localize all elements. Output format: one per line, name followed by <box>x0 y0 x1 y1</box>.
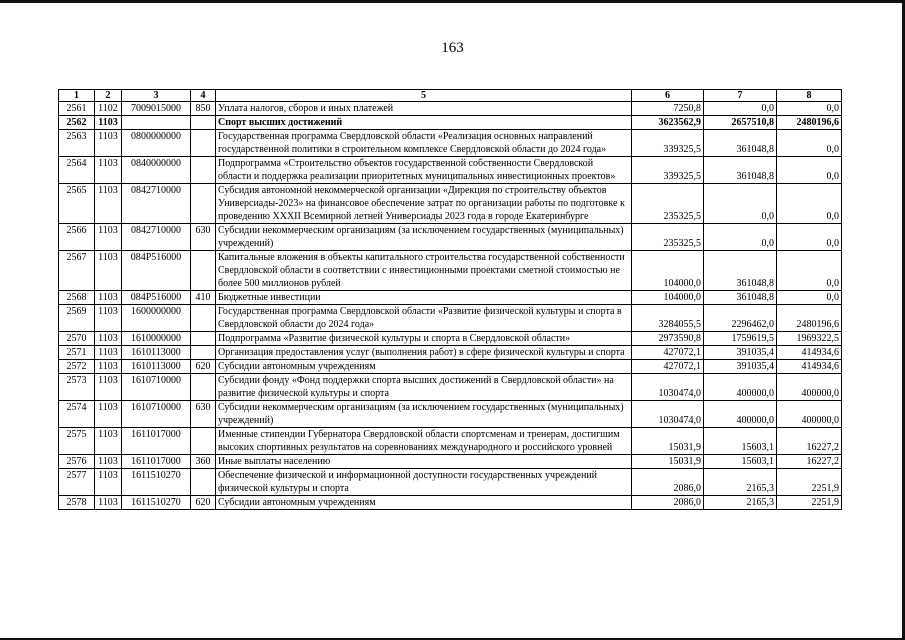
amount-col7: 2165,3 <box>704 469 777 496</box>
row-number: 2572 <box>59 360 95 374</box>
section-code: 1103 <box>95 291 122 305</box>
target-code: 1610710000 <box>122 401 191 428</box>
row-name: Субсидия автономной некоммерческой организации «Дирекция по строительству объектов Универсиады-2023» на финансовое обеспечение затрат по организации работы по подготовке к проведению XXXII Всемирной летней Универсиады 2023 года в городе Екатеринбурге <box>216 184 632 224</box>
amount-col7: 0,0 <box>704 224 777 251</box>
section-code: 1103 <box>95 469 122 496</box>
row-name: Субсидии автономным учреждениям <box>216 360 632 374</box>
target-code: 1610000000 <box>122 332 191 346</box>
amount-col7: 2296462,0 <box>704 305 777 332</box>
expense-type: 410 <box>191 291 216 305</box>
row-name: Капитальные вложения в объекты капитального строительства государственной собственности Свердловской области в соответствии с инвестиционными проектами сметной стоимостью не более 500 миллионов рублей <box>216 251 632 291</box>
target-code <box>122 116 191 130</box>
target-code: 1600000000 <box>122 305 191 332</box>
amount-col8: 16227,2 <box>777 455 842 469</box>
row-number: 2561 <box>59 102 95 116</box>
row-number: 2566 <box>59 224 95 251</box>
amount-col8: 0,0 <box>777 251 842 291</box>
col-header: 6 <box>632 90 704 102</box>
row-name: Субсидии некоммерческим организациям (за исключением государственных (муниципальных) учреждений) <box>216 224 632 251</box>
amount-col6: 2973590,8 <box>632 332 704 346</box>
amount-col8: 400000,0 <box>777 374 842 401</box>
amount-col8: 2251,9 <box>777 469 842 496</box>
row-number: 2570 <box>59 332 95 346</box>
amount-col6: 1030474,0 <box>632 374 704 401</box>
target-code: 0800000000 <box>122 130 191 157</box>
col-header: 1 <box>59 90 95 102</box>
row-name: Подпрограмма «Строительство объектов государственной собственности Свердловской области и поддержка реализации приоритетных муниципальных инвестиционных проектов» <box>216 157 632 184</box>
row-number: 2574 <box>59 401 95 428</box>
row-name: Уплата налогов, сборов и иных платежей <box>216 102 632 116</box>
amount-col6: 339325,5 <box>632 130 704 157</box>
expense-type <box>191 184 216 224</box>
row-number: 2569 <box>59 305 95 332</box>
amount-col8: 0,0 <box>777 224 842 251</box>
target-code: 1611017000 <box>122 428 191 455</box>
row-number: 2565 <box>59 184 95 224</box>
target-code: 0842710000 <box>122 184 191 224</box>
expense-type <box>191 305 216 332</box>
table-row <box>59 251 842 291</box>
row-number: 2576 <box>59 455 95 469</box>
expense-type <box>191 130 216 157</box>
col-header: 5 <box>216 90 632 102</box>
row-number: 2563 <box>59 130 95 157</box>
target-code: 084P516000 <box>122 291 191 305</box>
section-code: 1103 <box>95 305 122 332</box>
expense-type: 850 <box>191 102 216 116</box>
scan-edge-top <box>0 0 905 3</box>
amount-col7: 400000,0 <box>704 374 777 401</box>
row-number: 2578 <box>59 496 95 510</box>
amount-col6: 339325,5 <box>632 157 704 184</box>
col-header: 4 <box>191 90 216 102</box>
row-number: 2573 <box>59 374 95 401</box>
amount-col6: 104000,0 <box>632 291 704 305</box>
row-name: Субсидии фонду «Фонд поддержки спорта высших достижений в Свердловской области» на развитие физической культуры и спорта <box>216 374 632 401</box>
amount-col7: 0,0 <box>704 102 777 116</box>
table-row <box>59 428 842 455</box>
amount-col7: 0,0 <box>704 184 777 224</box>
amount-col6: 15031,9 <box>632 455 704 469</box>
target-code: 1610113000 <box>122 346 191 360</box>
section-code: 1103 <box>95 157 122 184</box>
row-name: Организация предоставления услуг (выполнения работ) в сфере физической культуры и спорта <box>216 346 632 360</box>
row-name: Обеспечение физической и информационной доступности государственных учреждений физической культуры и спорта <box>216 469 632 496</box>
amount-col8: 0,0 <box>777 184 842 224</box>
amount-col8: 16227,2 <box>777 428 842 455</box>
table-row <box>59 469 842 496</box>
section-code: 1103 <box>95 224 122 251</box>
table-row <box>59 455 842 469</box>
amount-col8: 2480196,6 <box>777 116 842 130</box>
table-row <box>59 374 842 401</box>
target-code: 7009015000 <box>122 102 191 116</box>
table-row <box>59 157 842 184</box>
row-name: Бюджетные инвестиции <box>216 291 632 305</box>
section-code: 1103 <box>95 332 122 346</box>
table-row <box>59 184 842 224</box>
target-code: 0842710000 <box>122 224 191 251</box>
expense-type <box>191 469 216 496</box>
row-number: 2564 <box>59 157 95 184</box>
amount-col6: 427072,1 <box>632 346 704 360</box>
section-code: 1103 <box>95 496 122 510</box>
amount-col7: 361048,8 <box>704 130 777 157</box>
amount-col6: 427072,1 <box>632 360 704 374</box>
row-name: Иные выплаты населению <box>216 455 632 469</box>
target-code: 0840000000 <box>122 157 191 184</box>
section-code: 1103 <box>95 346 122 360</box>
amount-col7: 391035,4 <box>704 360 777 374</box>
target-code: 1611510270 <box>122 469 191 496</box>
amount-col7: 391035,4 <box>704 346 777 360</box>
target-code: 084P516000 <box>122 251 191 291</box>
row-number: 2562 <box>59 116 95 130</box>
amount-col6: 235325,5 <box>632 184 704 224</box>
table-row <box>59 224 842 251</box>
table-row <box>59 305 842 332</box>
amount-col6: 3284055,5 <box>632 305 704 332</box>
row-name: Государственная программа Свердловской области «Реализация основных направлений государственной политики в строительном комплексе Свердловской области до 2024 года» <box>216 130 632 157</box>
row-number: 2575 <box>59 428 95 455</box>
col-header: 2 <box>95 90 122 102</box>
amount-col8: 414934,6 <box>777 360 842 374</box>
amount-col6: 3623562,9 <box>632 116 704 130</box>
section-code: 1103 <box>95 184 122 224</box>
header-row <box>59 90 842 102</box>
amount-col7: 15603,1 <box>704 428 777 455</box>
section-code: 1103 <box>95 428 122 455</box>
target-code: 1611510270 <box>122 496 191 510</box>
row-name: Государственная программа Свердловской области «Развитие физической культуры и спорта в Свердловской области до 2024 года» <box>216 305 632 332</box>
amount-col6: 2086,0 <box>632 469 704 496</box>
expense-type: 630 <box>191 401 216 428</box>
amount-col8: 0,0 <box>777 291 842 305</box>
expense-type <box>191 332 216 346</box>
amount-col7: 2165,3 <box>704 496 777 510</box>
section-code: 1103 <box>95 360 122 374</box>
page-number: 163 <box>441 40 464 56</box>
table-row <box>59 360 842 374</box>
row-number: 2577 <box>59 469 95 496</box>
target-code: 1610113000 <box>122 360 191 374</box>
expense-type <box>191 428 216 455</box>
amount-col8: 0,0 <box>777 157 842 184</box>
expense-type <box>191 157 216 184</box>
row-name: Подпрограмма «Развитие физической культуры и спорта в Свердловской области» <box>216 332 632 346</box>
expense-type: 360 <box>191 455 216 469</box>
section-code: 1103 <box>95 401 122 428</box>
target-code: 1610710000 <box>122 374 191 401</box>
amount-col6: 15031,9 <box>632 428 704 455</box>
amount-col7: 15603,1 <box>704 455 777 469</box>
row-name: Субсидии некоммерческим организациям (за исключением государственных (муниципальных) учреждений) <box>216 401 632 428</box>
section-code: 1103 <box>95 130 122 157</box>
amount-col6: 235325,5 <box>632 224 704 251</box>
section-code: 1103 <box>95 455 122 469</box>
amount-col8: 2480196,6 <box>777 305 842 332</box>
row-name: Субсидии автономным учреждениям <box>216 496 632 510</box>
expense-type <box>191 374 216 401</box>
amount-col8: 0,0 <box>777 102 842 116</box>
amount-col7: 400000,0 <box>704 401 777 428</box>
table-row <box>59 291 842 305</box>
expense-type: 630 <box>191 224 216 251</box>
row-name: Спорт высших достижений <box>216 116 632 130</box>
amount-col7: 361048,8 <box>704 291 777 305</box>
expense-type <box>191 116 216 130</box>
row-name: Именные стипендии Губернатора Свердловской области спортсменам и тренерам, достигшим высоких спортивных результатов на соревнованиях международного и российского уровней <box>216 428 632 455</box>
section-code: 1102 <box>95 102 122 116</box>
expense-type: 620 <box>191 496 216 510</box>
table-row <box>59 496 842 510</box>
table-row <box>59 401 842 428</box>
budget-table <box>58 89 842 510</box>
amount-col6: 2086,0 <box>632 496 704 510</box>
amount-col6: 104000,0 <box>632 251 704 291</box>
row-number: 2571 <box>59 346 95 360</box>
amount-col8: 400000,0 <box>777 401 842 428</box>
table-row <box>59 332 842 346</box>
amount-col6: 1030474,0 <box>632 401 704 428</box>
section-code: 1103 <box>95 116 122 130</box>
row-number: 2568 <box>59 291 95 305</box>
section-code: 1103 <box>95 251 122 291</box>
amount-col7: 2657510,8 <box>704 116 777 130</box>
amount-col7: 361048,8 <box>704 157 777 184</box>
col-header: 7 <box>704 90 777 102</box>
col-header: 3 <box>122 90 191 102</box>
table-row <box>59 130 842 157</box>
expense-type <box>191 346 216 360</box>
table-row <box>59 116 842 130</box>
col-header: 8 <box>777 90 842 102</box>
amount-col7: 361048,8 <box>704 251 777 291</box>
table-body <box>59 102 842 510</box>
row-number: 2567 <box>59 251 95 291</box>
amount-col8: 414934,6 <box>777 346 842 360</box>
amount-col7: 1759619,5 <box>704 332 777 346</box>
amount-col8: 2251,9 <box>777 496 842 510</box>
section-code: 1103 <box>95 374 122 401</box>
amount-col8: 1969322,5 <box>777 332 842 346</box>
table-row <box>59 346 842 360</box>
amount-col6: 7250,8 <box>632 102 704 116</box>
table-row <box>59 102 842 116</box>
target-code: 1611017000 <box>122 455 191 469</box>
expense-type: 620 <box>191 360 216 374</box>
amount-col8: 0,0 <box>777 130 842 157</box>
expense-type <box>191 251 216 291</box>
